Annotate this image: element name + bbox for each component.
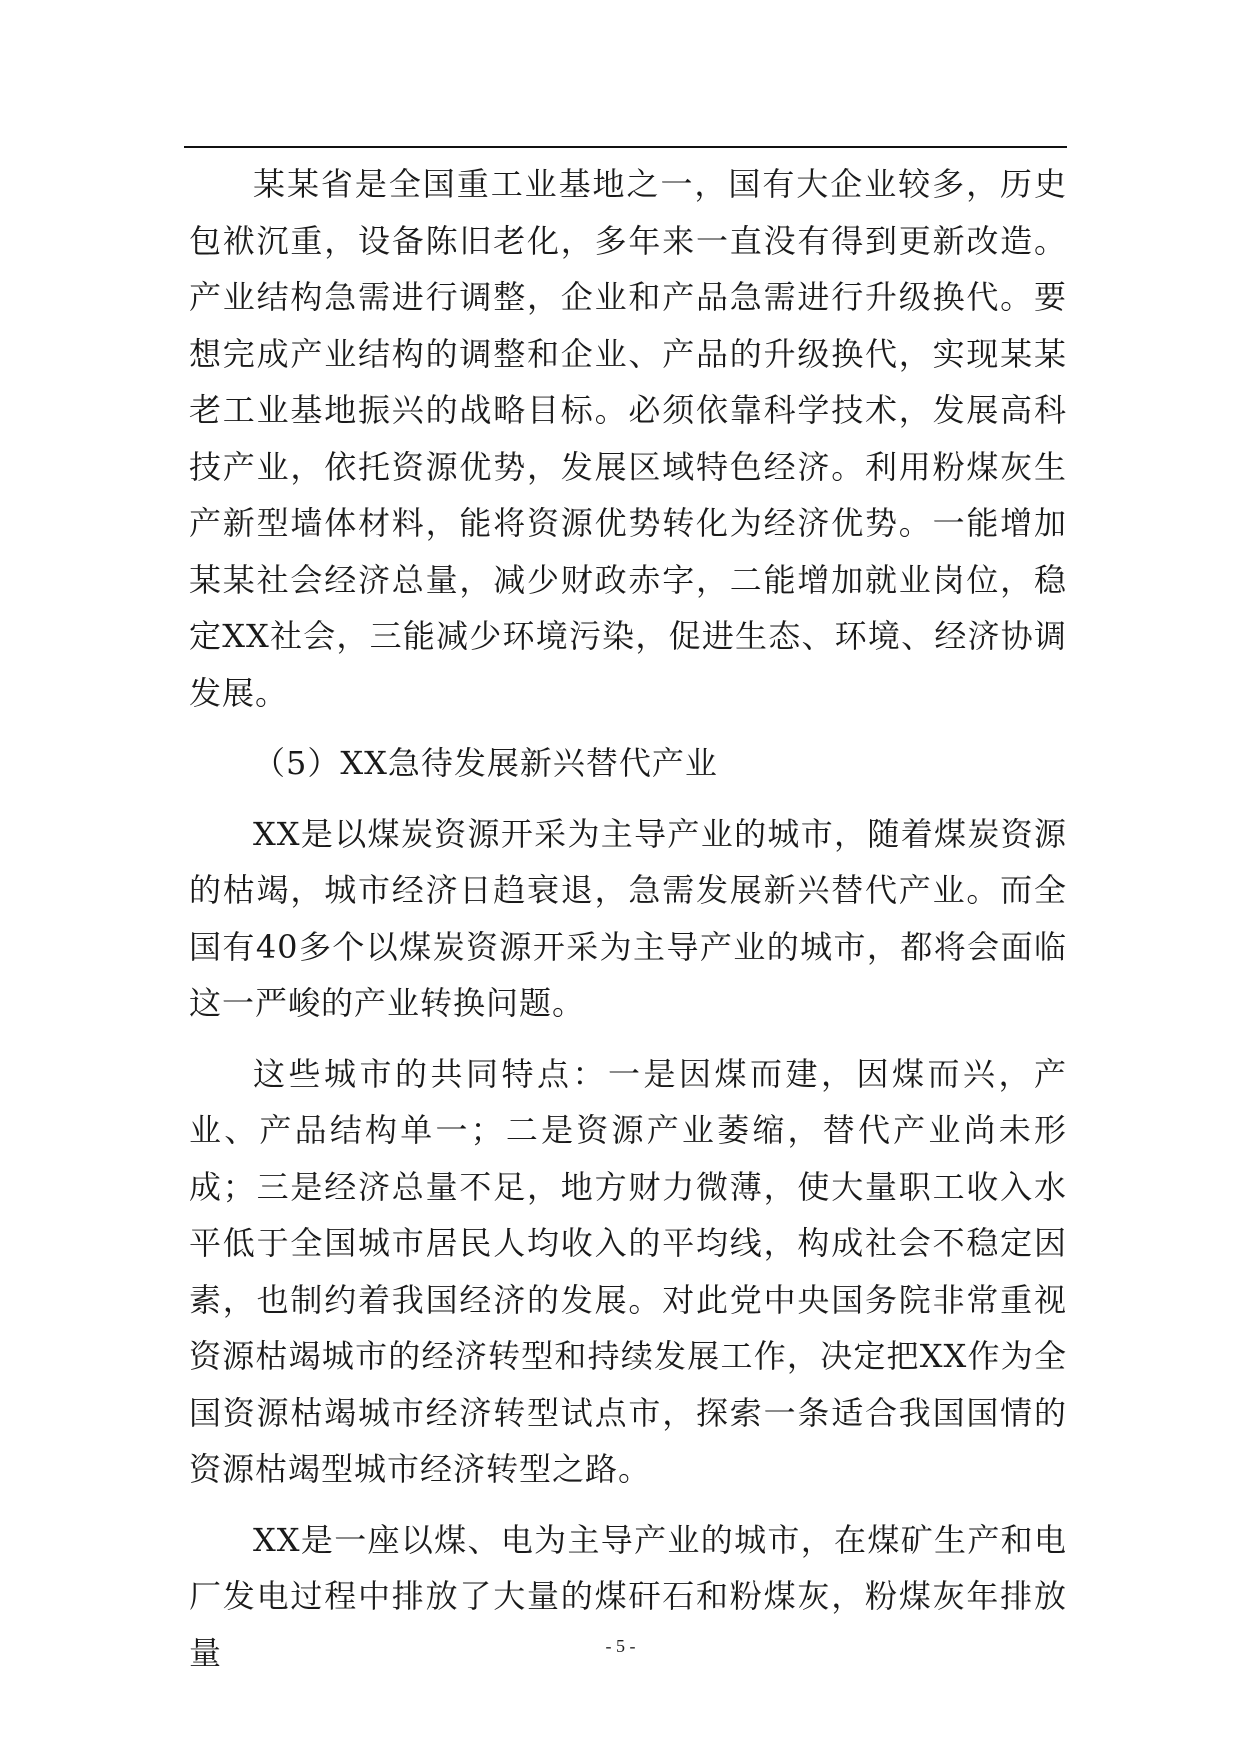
paragraph-common-features: 这些城市的共同特点：一是因煤而建，因煤而兴，产业、产品结构单一；二是资源产业萎缩，替代产业尚未形成；三是经济总量不足，地方财力微薄，使大量职工收入水平低于全国城市居民人均收入的平均线，构成社会不稳定因素，也制约着我国经济的发展。对此党中央国务院非常重视资源枯竭城市的经济转型和持续发展工作，决定把XX作为全国资源枯竭城市经济转型试点市，探索一条适合我国国情的资源枯竭型城市经济转型之路。 <box>189 1054 1067 1488</box>
paragraph-coal-power: XX是一座以煤、电为主导产业的城市，在煤矿生产和电厂发电过程中排放了大量的煤矸石和粉煤灰，粉煤灰年排放量 <box>189 1520 1067 1672</box>
paragraph-industrial-base: 某某省是全国重工业基地之一，国有大企业较多，历史包袱沉重，设备陈旧老化，多年来一直没有得到更新改造。产业结构急需进行调整，企业和产品急需进行升级换代。要想完成产业结构的调整和企业、产品的升级换代，实现某某老工业基地振兴的战略目标。必须依靠科学技术，发展高科技产业，依托资源优势，发展区域特色经济。利用粉煤灰生产新型墙体材料，能将资源优势转化为经济优势。一能增加某某社会经济总量，减少财政赤字，二能增加就业岗位，稳定XX社会，三能减少环境污染，促进生态、环境、经济协调发展。 <box>189 165 1067 712</box>
document-body <box>189 156 1067 1695</box>
page-number: - 5 - <box>605 1636 636 1656</box>
paragraph-coal-city: XX是以煤炭资源开采为主导产业的城市，随着煤炭资源的枯竭，城市经济日趋衰退，急需发展新兴替代产业。而全国有40多个以煤炭资源开采为主导产业的城市，都将会面临这一严峻的产业转换问题。 <box>189 814 1067 1022</box>
section-heading: （5）XX急待发展新兴替代产业 <box>253 744 718 782</box>
header-rule <box>184 146 1067 148</box>
